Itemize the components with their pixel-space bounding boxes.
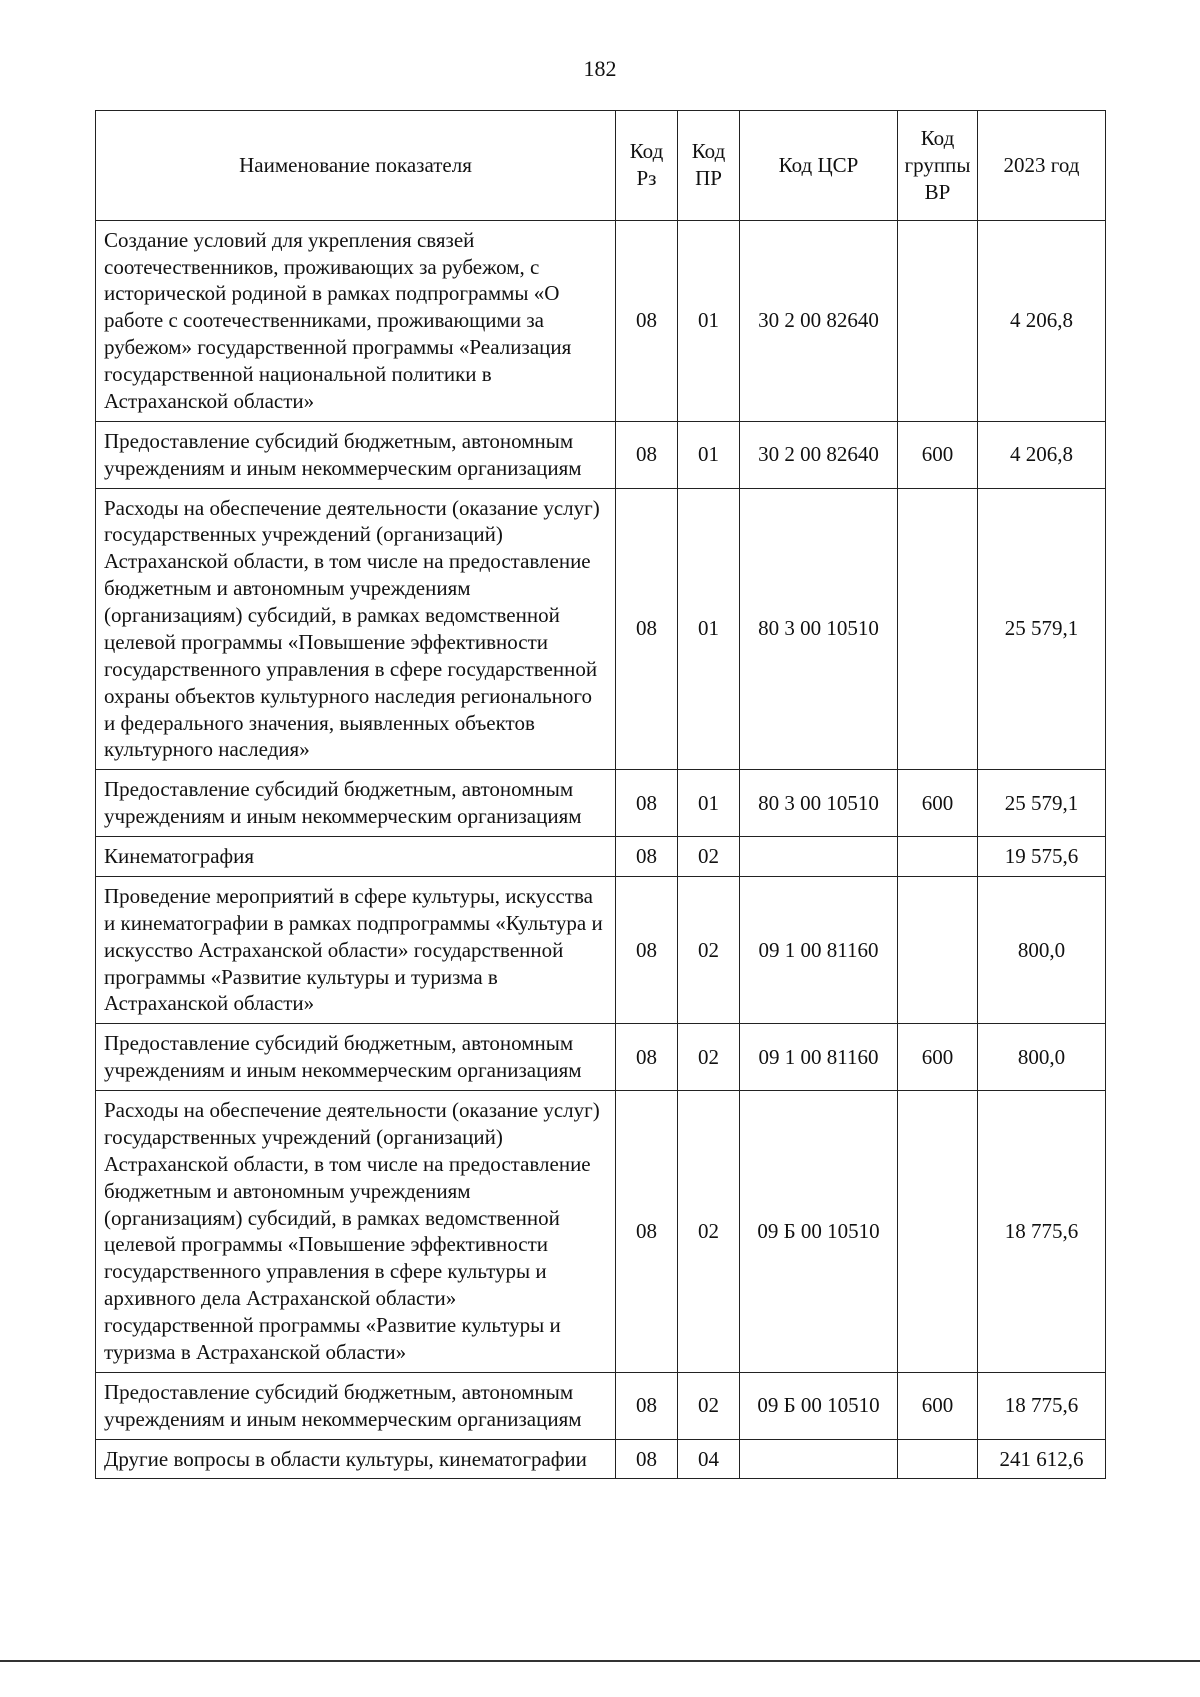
table-row xyxy=(96,1091,1106,1373)
row-amount: 4 206,8 xyxy=(978,421,1106,488)
row-name: Создание условий для укрепления связей соотечественников, проживающих за рубежом, с исторической родиной в рамках подпрограммы «О работе с соотечественниками, проживающими за рубежом» государственной программы «Реализация государственной национальной политики в Астраханской области» xyxy=(96,220,616,421)
row-pr: 02 xyxy=(678,1091,740,1373)
page-number: 182 xyxy=(583,56,617,81)
row-csr: 09 Б 00 10510 xyxy=(740,1372,898,1439)
table-row xyxy=(96,770,1106,837)
row-amount: 25 579,1 xyxy=(978,488,1106,770)
table-row xyxy=(96,837,1106,877)
header-vr: Код группы ВР xyxy=(898,111,978,221)
row-csr: 80 3 00 10510 xyxy=(740,770,898,837)
row-amount: 241 612,6 xyxy=(978,1439,1106,1479)
row-rz: 08 xyxy=(616,421,678,488)
row-vr: 600 xyxy=(898,421,978,488)
row-csr: 30 2 00 82640 xyxy=(740,421,898,488)
table-row xyxy=(96,488,1106,770)
row-name: Предоставление субсидий бюджетным, автономным учреждениям и иным некоммерческим организациям xyxy=(96,1024,616,1091)
row-name: Расходы на обеспечение деятельности (оказание услуг) государственных учреждений (организаций) Астраханской области, в том числе на предоставление бюджетным и автономным учреждениям (организациям) субсидий, в рамках ведомственной целевой программы «Повышение эффективности государственного управления в сфере государственной охраны объектов культурного наследия регионального и федерального значения, выявленных объектов культурного наследия» xyxy=(96,488,616,770)
row-pr: 01 xyxy=(678,488,740,770)
row-csr: 09 Б 00 10510 xyxy=(740,1091,898,1373)
table-row xyxy=(96,1439,1106,1479)
row-name: Проведение мероприятий в сфере культуры, искусства и кинематографии в рамках подпрограммы «Культура и искусство Астраханской области» государственной программы «Развитие культуры и туризма в Астраханской области» xyxy=(96,876,616,1023)
row-amount: 19 575,6 xyxy=(978,837,1106,877)
row-rz: 08 xyxy=(616,220,678,421)
row-name: Расходы на обеспечение деятельности (оказание услуг) государственных учреждений (организаций) Астраханской области, в том числе на предоставление бюджетным и автономным учреждениям (организациям) субсидий, в рамках ведомственной целевой программы «Повышение эффективности государственного управления в сфере культуры и архивного дела Астраханской области» государственной программы «Развитие культуры и туризма в Астраханской области» xyxy=(96,1091,616,1373)
row-vr xyxy=(898,220,978,421)
row-rz: 08 xyxy=(616,876,678,1023)
header-rz: Код Рз xyxy=(616,111,678,221)
row-csr xyxy=(740,1439,898,1479)
page-bottom-rule xyxy=(0,1660,1200,1662)
row-rz: 08 xyxy=(616,1091,678,1373)
table-row xyxy=(96,220,1106,421)
header-row xyxy=(96,111,1106,221)
row-vr: 600 xyxy=(898,770,978,837)
header-pr: Код ПР xyxy=(678,111,740,221)
row-pr: 01 xyxy=(678,421,740,488)
row-name: Предоставление субсидий бюджетным, автономным учреждениям и иным некоммерческим организациям xyxy=(96,421,616,488)
row-amount: 25 579,1 xyxy=(978,770,1106,837)
row-rz: 08 xyxy=(616,1439,678,1479)
row-csr: 80 3 00 10510 xyxy=(740,488,898,770)
row-rz: 08 xyxy=(616,770,678,837)
row-pr: 01 xyxy=(678,220,740,421)
row-vr xyxy=(898,837,978,877)
row-vr xyxy=(898,876,978,1023)
row-name: Предоставление субсидий бюджетным, автономным учреждениям и иным некоммерческим организациям xyxy=(96,770,616,837)
row-csr: 09 1 00 81160 xyxy=(740,876,898,1023)
row-rz: 08 xyxy=(616,837,678,877)
table-row xyxy=(96,1372,1106,1439)
table-row xyxy=(96,1024,1106,1091)
row-rz: 08 xyxy=(616,1372,678,1439)
row-amount: 18 775,6 xyxy=(978,1372,1106,1439)
row-csr: 09 1 00 81160 xyxy=(740,1024,898,1091)
row-amount: 800,0 xyxy=(978,1024,1106,1091)
row-csr xyxy=(740,837,898,877)
table-row xyxy=(96,876,1106,1023)
row-vr xyxy=(898,488,978,770)
row-vr xyxy=(898,1091,978,1373)
row-amount: 18 775,6 xyxy=(978,1091,1106,1373)
row-pr: 02 xyxy=(678,876,740,1023)
budget-table xyxy=(95,110,1106,1479)
row-pr: 02 xyxy=(678,1024,740,1091)
row-rz: 08 xyxy=(616,1024,678,1091)
row-pr: 02 xyxy=(678,837,740,877)
row-csr: 30 2 00 82640 xyxy=(740,220,898,421)
row-amount: 4 206,8 xyxy=(978,220,1106,421)
row-pr: 01 xyxy=(678,770,740,837)
row-pr: 02 xyxy=(678,1372,740,1439)
row-name: Предоставление субсидий бюджетным, автономным учреждениям и иным некоммерческим организациям xyxy=(96,1372,616,1439)
header-csr: Код ЦСР xyxy=(740,111,898,221)
row-vr: 600 xyxy=(898,1372,978,1439)
row-amount: 800,0 xyxy=(978,876,1106,1023)
row-name: Другие вопросы в области культуры, кинематографии xyxy=(96,1439,616,1479)
table-body xyxy=(96,220,1106,1479)
header-name: Наименование показателя xyxy=(96,111,616,221)
row-pr: 04 xyxy=(678,1439,740,1479)
row-name: Кинематография xyxy=(96,837,616,877)
header-amount: 2023 год xyxy=(978,111,1106,221)
row-rz: 08 xyxy=(616,488,678,770)
row-vr xyxy=(898,1439,978,1479)
row-vr: 600 xyxy=(898,1024,978,1091)
table-row xyxy=(96,421,1106,488)
